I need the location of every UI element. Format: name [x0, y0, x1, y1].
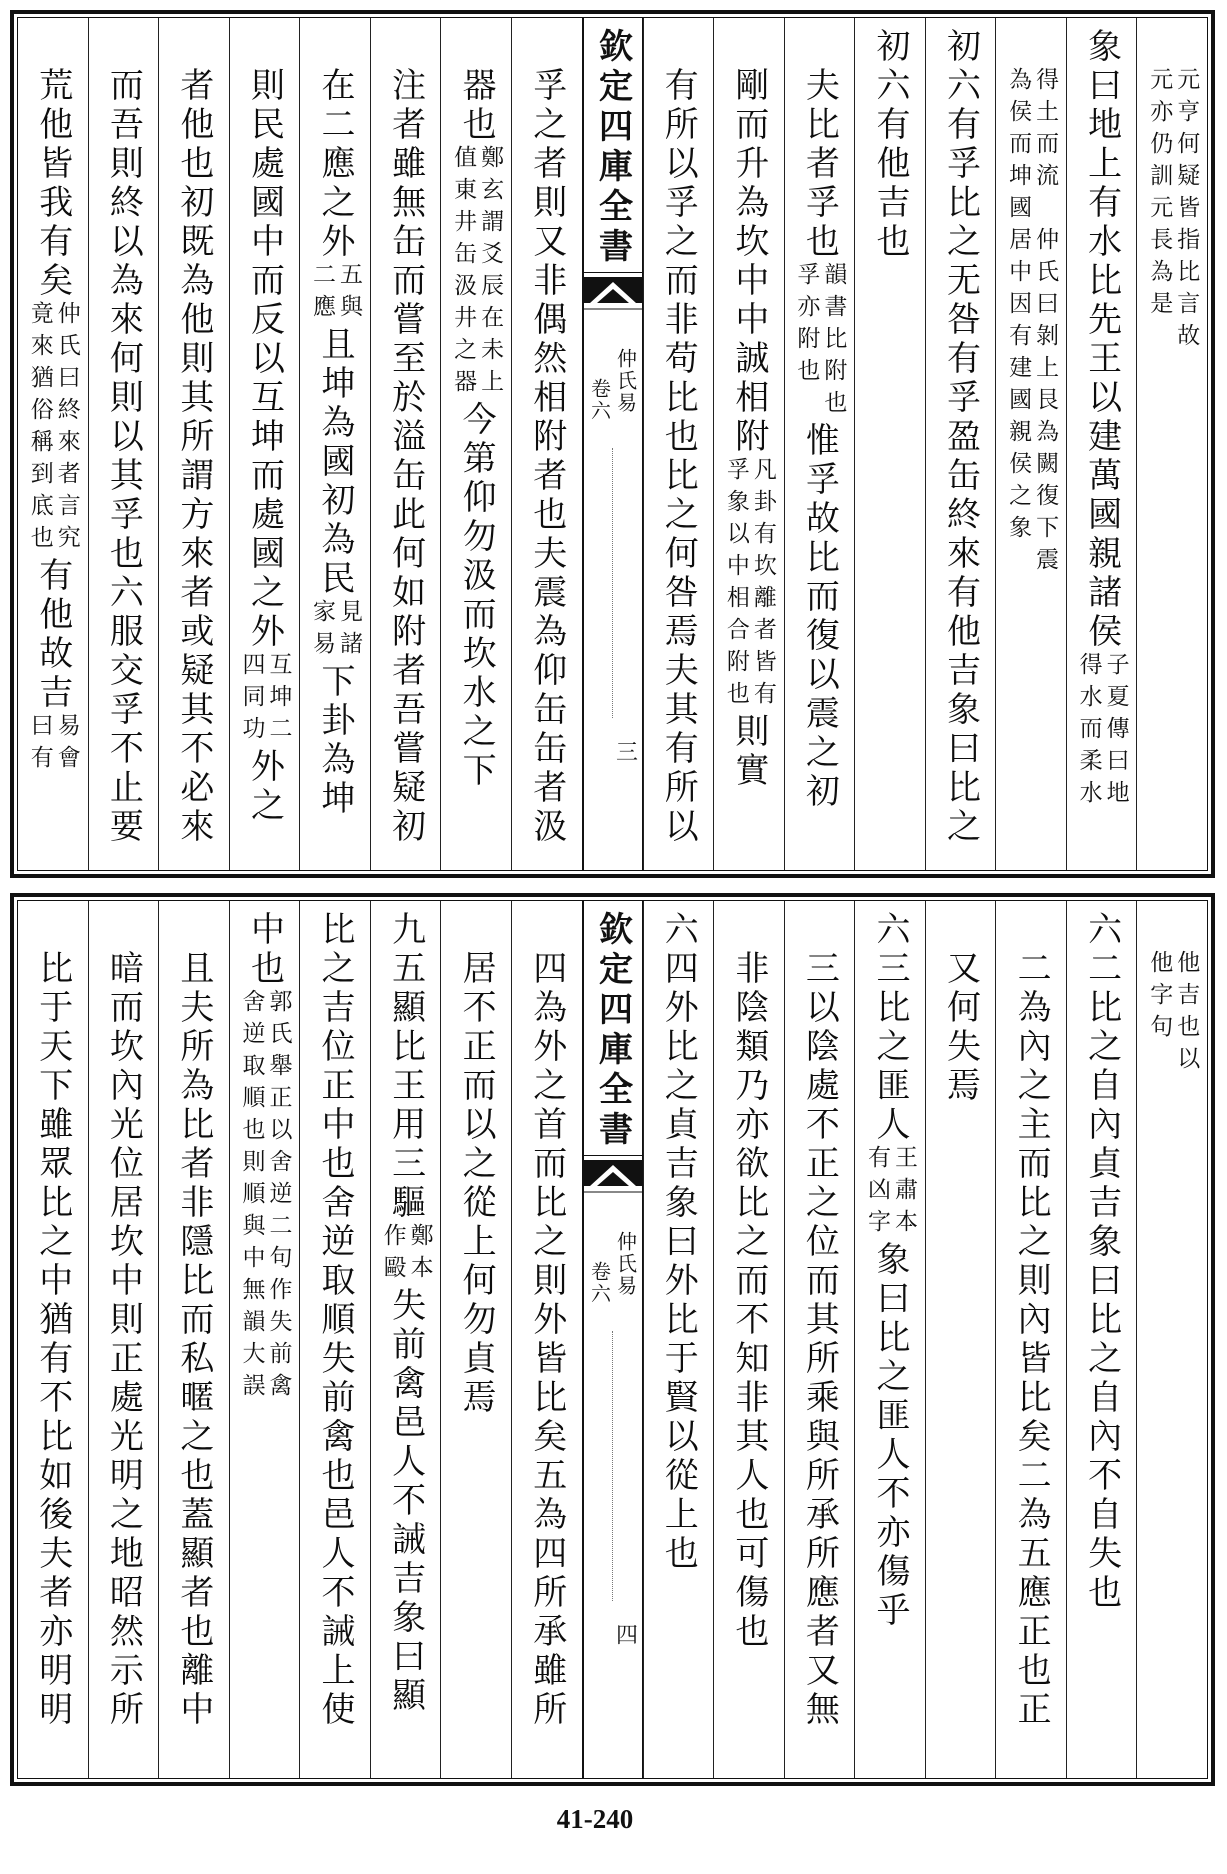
- text-column: [370, 18, 441, 870]
- commentary-text: 荒他皆我有矣: [32, 67, 73, 301]
- note-line: 五與: [336, 262, 363, 326]
- commentary-text: 且坤為國初為民: [315, 326, 356, 599]
- main-text: 失前禽邑人不誡吉象曰顯: [385, 1287, 426, 1716]
- note-line: 鄭玄謂爻辰在未上: [477, 145, 504, 401]
- commentary-text: 四為外之首而比之則外皆比矣五為四所承雖所: [526, 950, 567, 1730]
- text-column: [158, 18, 229, 870]
- text-column: [1136, 18, 1207, 870]
- commentary-text: 惟孚故比而復以震之初: [799, 422, 840, 812]
- note-line: 他字句: [1146, 950, 1173, 1046]
- text-column: [88, 901, 159, 1778]
- note-line: 有凶字: [863, 1145, 890, 1241]
- series-title: 欽定四庫全書: [592, 28, 633, 268]
- commentary-text: 剛而升為坎中中誠相附: [728, 67, 769, 457]
- note-line: 韻書比附也: [820, 262, 847, 422]
- commentary-text: 三以陰處不正之位而其所乘與所承所應者又無: [799, 950, 840, 1730]
- text-column: [713, 901, 784, 1778]
- interlinear-note: [238, 652, 292, 748]
- main-text: 象曰比之匪人不亦傷乎: [869, 1241, 910, 1631]
- note-line: 孚亦附也: [793, 262, 820, 390]
- reprint-page-label: 41-240: [556, 1804, 634, 1834]
- volume-label: 卷六: [587, 378, 612, 422]
- interlinear-note: [724, 457, 774, 713]
- commentary-text: 有他故吉: [32, 557, 73, 713]
- commentary-text: 今第仰勿汲而坎水之下: [456, 401, 497, 791]
- commentary-text: 下卦為坤: [315, 663, 356, 819]
- commentary-text: 則民處國中而反以互坤而處國之外: [244, 67, 285, 652]
- fishtail-ornament-icon: [584, 272, 642, 313]
- note-line: 凡卦有坎離者皆有: [749, 457, 776, 713]
- note-line: 他吉也以: [1173, 950, 1200, 1078]
- main-text: 六三比之匪人: [869, 911, 910, 1145]
- page-number: 四: [612, 1623, 638, 1645]
- main-text: 中也: [244, 911, 285, 989]
- text-column: [713, 18, 784, 870]
- text-column: [854, 901, 925, 1778]
- text-column: [511, 901, 582, 1778]
- interlinear-note: [865, 1145, 915, 1241]
- spine-dotted-line: [612, 1331, 613, 1601]
- text-column: [440, 18, 511, 870]
- commentary-text: 夫比者孚也: [799, 67, 840, 262]
- text-column: [995, 18, 1066, 870]
- text-column: [299, 18, 370, 870]
- interlinear-note: [381, 1223, 431, 1287]
- volume-label: 卷六: [587, 1261, 612, 1305]
- upper-half-leaf: [10, 10, 1215, 878]
- commentary-text: 則實: [728, 713, 769, 791]
- commentary-text: 有所以孚之而非苟比也比之何咎焉夫其有所以: [658, 67, 699, 847]
- note-line: 仲氏曰終來者言究: [53, 301, 80, 557]
- text-column: [158, 901, 229, 1778]
- text-column: [440, 901, 511, 1778]
- note-line: 鄭本: [406, 1223, 433, 1287]
- commentary-text: 暗而坎內光位居坎中則正處光明之地昭然示所: [103, 950, 144, 1730]
- interlinear-note: [309, 262, 363, 326]
- note-line: 竟來猶俗稱到底也: [26, 301, 53, 557]
- note-line: 四同功: [238, 652, 265, 748]
- note-line: 作毆: [379, 1223, 406, 1287]
- note-line: 元亨何疑皆指比言故: [1173, 67, 1200, 355]
- center-column: [582, 18, 643, 870]
- book-title: 仲氏易: [613, 348, 638, 414]
- text-column: [88, 18, 159, 870]
- note-line: 值東井缶汲井之器: [450, 145, 477, 401]
- commentary-text: 注者雖無缶而嘗至於溢缶此何如附者吾嘗疑初: [385, 67, 426, 847]
- center-column: [582, 901, 643, 1778]
- commentary-text: 又何失焉: [940, 950, 981, 1106]
- text-column: [643, 18, 714, 870]
- spine-dotted-line: [612, 448, 613, 718]
- interlinear-note: [309, 599, 363, 663]
- text-column: [854, 18, 925, 870]
- note-line: 為侯而坤國居中因有建國親侯之象: [1005, 67, 1032, 547]
- note-line: 得土而流 仲氏曰剝上艮為闕復下震: [1032, 67, 1059, 579]
- column-grid: [17, 17, 1208, 871]
- main-text: 象曰地上有水比先王以建萬國親諸侯: [1081, 28, 1122, 652]
- interlinear-note: [450, 145, 504, 401]
- commentary-text: 器也: [456, 67, 497, 145]
- commentary-text: 居不正而以之從上何勿貞焉: [456, 950, 497, 1418]
- note-line: 家易: [309, 599, 336, 663]
- text-column: [925, 901, 996, 1778]
- text-column: [995, 901, 1066, 1778]
- text-column: [1066, 18, 1137, 870]
- interlinear-note: [1146, 950, 1200, 1078]
- main-text: 初六有孚比之无咎有孚盈缶終來有他吉象曰比之: [940, 28, 981, 847]
- main-text: 六二比之自內貞吉象曰比之自內不自失也: [1081, 911, 1122, 1613]
- page-number: 三: [612, 740, 638, 762]
- note-line: 舍逆取順也則順與中無韻大誤: [238, 989, 265, 1405]
- text-column: [511, 18, 582, 870]
- note-line: 元亦仍訓元長為是: [1146, 67, 1173, 323]
- book-label: [584, 1231, 642, 1305]
- commentary-text: 在二應之外: [315, 67, 356, 262]
- commentary-text: 且夫所為比者非隱比而私暱之也蓋顯者也離中: [173, 950, 214, 1730]
- commentary-text: 者他也初既為他則其所謂方來者或疑其不必來: [173, 67, 214, 847]
- commentary-text: 外之: [244, 748, 285, 826]
- interlinear-note: [28, 713, 78, 777]
- interlinear-note: [28, 301, 78, 557]
- column-grid: [17, 900, 1208, 1779]
- text-column: [229, 18, 300, 870]
- text-column: [784, 18, 855, 870]
- main-text: 六四外比之貞吉象曰外比于賢以從上也: [658, 911, 699, 1574]
- note-line: 易會: [53, 713, 80, 777]
- note-line: 二應: [309, 262, 336, 326]
- text-column: [784, 901, 855, 1778]
- fishtail-ornament-icon: [584, 1155, 642, 1196]
- text-column: [18, 901, 88, 1778]
- book-title: 仲氏易: [613, 1231, 638, 1297]
- note-line: 互坤二: [265, 652, 292, 748]
- text-column: [299, 901, 370, 1778]
- commentary-text: 比于天下雖眾比之中猶有不比如後夫者亦明明: [32, 950, 73, 1730]
- note-line: 孚象以中相合附也: [722, 457, 749, 713]
- main-text: 比之吉位正中也舍逆取順失前禽也邑人不誡上使: [315, 911, 356, 1730]
- interlinear-note: [793, 262, 847, 422]
- interlinear-note: [1005, 67, 1059, 579]
- note-line: 曰有: [26, 713, 53, 777]
- note-line: 得水而柔水: [1075, 652, 1102, 812]
- text-column: [643, 901, 714, 1778]
- note-line: 王肅本: [890, 1145, 917, 1241]
- series-title: 欽定四庫全書: [592, 911, 633, 1151]
- main-text: 初六有他吉也: [869, 28, 910, 262]
- text-column: [1066, 901, 1137, 1778]
- commentary-text: 二為內之主而比之則內皆比矣二為五應正也正: [1011, 950, 1052, 1730]
- text-column: [18, 18, 88, 870]
- text-column: [229, 901, 300, 1778]
- commentary-text: 非陰類乃亦欲比之而不知非其人也可傷也: [728, 950, 769, 1652]
- note-line: 郭氏舉正以舍逆二句作失前禽: [265, 989, 292, 1405]
- interlinear-note: [1077, 652, 1127, 812]
- lower-half-leaf: [10, 893, 1215, 1786]
- text-column: [370, 901, 441, 1778]
- note-line: 子夏傳曰地: [1102, 652, 1129, 812]
- main-text: 九五顯比王用三驅: [385, 911, 426, 1223]
- book-label: [584, 348, 642, 422]
- text-column: [925, 18, 996, 870]
- commentary-text: 孚之者則又非偶然相附者也夫震為仰缶缶者汲: [526, 67, 567, 847]
- text-column: [1136, 901, 1207, 1778]
- note-line: 見諸: [336, 599, 363, 663]
- interlinear-note: [238, 989, 292, 1405]
- commentary-text: 而吾則終以為來何則以其孚也六服交孚不止要: [103, 67, 144, 847]
- interlinear-note: [1146, 67, 1200, 355]
